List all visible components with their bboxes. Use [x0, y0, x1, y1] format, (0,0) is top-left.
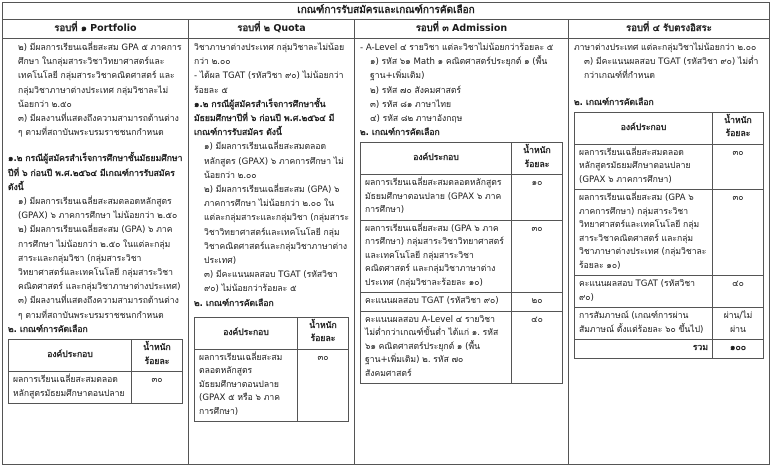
criteria-item: ผลการเรียนเฉลี่ยสะสมตลอดหลักสูตรมัธยมศึกษาตอนปลาย (GPAX ๖ ภาคการศึกษา): [575, 144, 713, 190]
total-value: ๑๐๐: [713, 340, 764, 359]
paragraph: ๒) มีผลการเรียนเฉลี่ยสะสม (GPA) ๖ ภาคการศึกษา ไม่น้อยกว่า ๒.๕๐ ในแต่ละกลุ่มสาระและกลุ่มวิชา (กลุ่มสาระวิชาวิทยาศาสตร์และเทคโนโลยี กลุ่มสาระวิชาคณิตศาสตร์ และกลุ่มวิชาภาษาต่างประเทศ): [18, 225, 181, 293]
paragraph: ๓) รหัส ๘๑ ภาษาไทย: [370, 99, 452, 110]
table-row: [9, 372, 183, 404]
criteria-item: ผลการเรียนเฉลี่ยสะสมตลอดหลักสูตรมัธยมศึกษาตอนปลาย: [9, 372, 132, 404]
criteria-weight: ๓๐: [713, 144, 764, 190]
table-header-weight: น้ำหนักร้อยละ: [132, 340, 183, 372]
criteria-weight: ๓๐: [132, 372, 183, 404]
criteria-weight: ๓๐: [512, 220, 563, 293]
criteria-weight: ๒๐: [512, 293, 563, 312]
criteria-item: คะแนนผลสอบ TGAT (รหัสวิชา ๙๐): [361, 293, 512, 312]
table-row: [361, 220, 563, 293]
total-label: รวม: [575, 340, 713, 359]
criteria-heading: ๒. เกณฑ์การคัดเลือก: [8, 324, 88, 335]
paragraph: ๒) รหัส ๗๐ สังคมศาสตร์: [370, 85, 462, 96]
criteria-item: ผลการเรียนเฉลี่ยสะสม (GPA ๖ ภาคการศึกษา) กลุ่มสาระวิชาวิทยาศาสตร์และเทคโนโลยี กลุ่มสาระวิชาคณิตศาสตร์ และกลุ่มวิชาภาษาต่างประเทศ (กลุ่มวิชาละร้อยละ ๑๐): [361, 220, 512, 293]
table-row: [361, 293, 563, 312]
column-header: รอบที่ ๒ Quota: [189, 20, 354, 39]
table-row: [575, 276, 764, 308]
table-row: [575, 144, 764, 190]
table-row: [361, 311, 563, 384]
paragraph: ๒) มีผลการเรียนเฉลี่ยสะสม GPA ๕ ภาคการศึกษา ในกลุ่มสาระวิชาวิทยาศาสตร์และเทคโนโลยี กลุ่มสาระวิชาคณิตศาสตร์ และกลุ่มวิชาภาษาต่างประเทศ กลุ่มวิชาละไม่น้อยกว่า ๒.๕๐: [18, 43, 182, 110]
criteria-weight: ๓๐: [298, 349, 349, 422]
paragraph: ๓) มีผลงานที่แสดงถึงความสามารถด้านต่าง ๆ ตามที่สถาบันพระบรมราชชนกกำหนด: [18, 114, 179, 139]
criteria-weight: ผ่าน/ไม่ผ่าน: [713, 308, 764, 340]
table-row: [361, 175, 563, 221]
sub-heading: ๑.๒ กรณีผู้สมัครสำเร็จการศึกษาชั้นมัธยมศึกษาปีที่ ๖ ก่อนปี พ.ศ.๒๕๖๔ มีเกณฑ์การรับสมัคร ดังนี้: [8, 154, 183, 193]
table-total-row: [575, 340, 764, 359]
criteria-table: [574, 112, 764, 359]
paragraph: ๑) มีผลการเรียนเฉลี่ยสะสมตลอดหลักสูตร (GPAX) ๖ ภาคการศึกษา ไม่น้อยกว่า ๒.๕๐: [18, 197, 178, 222]
paragraph: ๒) มีผลการเรียนเฉลี่ยสะสม (GPA) ๖ ภาคการศึกษา ไม่น้อยกว่า ๒.๐๐ ในแต่ละกลุ่มสาระและกลุ่มวิชา (กลุ่มสาระวิชาวิทยาศาสตร์และเทคโนโลยี กลุ่มวิชาคณิตศาสตร์และกลุ่มวิชาภาษาต่างประเทศ): [204, 185, 349, 267]
criteria-weight: ๔๐: [713, 276, 764, 308]
paragraph: - ได้ผล TGAT (รหัสวิชา ๙๐) ไม่น้อยกว่าร้อยละ ๕: [194, 71, 344, 96]
criteria-heading: ๒. เกณฑ์การคัดเลือก: [194, 298, 274, 309]
column-header: รอบที่ ๔ รับตรงอิสระ: [569, 20, 769, 39]
criteria-item: ผลการเรียนเฉลี่ยสะสม (GPA ๖ ภาคการศึกษา) กลุ่มสาระวิชาวิทยาศาสตร์และเทคโนโลยี กลุ่มสาระวิชาคณิตศาสตร์ และกลุ่มวิชาภาษาต่างประเทศ (กลุ่มวิชาละร้อยละ ๑๐): [575, 190, 713, 276]
column-round-4: [569, 20, 769, 464]
criteria-weight: ๑๐: [512, 175, 563, 221]
criteria-heading: ๒. เกณฑ์การคัดเลือก: [574, 97, 654, 108]
table-header-component: องค์ประกอบ: [195, 317, 298, 349]
document-title: เกณฑ์การรับสมัครและเกณฑ์การคัดเลือก: [3, 3, 769, 20]
table-row: [575, 190, 764, 276]
column-header: รอบที่ ๑ Portfolio: [3, 20, 188, 39]
table-row: [575, 308, 764, 340]
sub-heading: ๑.๒ กรณีผู้สมัครสำเร็จการศึกษาชั้นมัธยมศึกษาปีที่ ๖ ก่อนปี พ.ศ.๒๕๖๔ มีเกณฑ์การรับสมัคร ดังนี้: [194, 99, 335, 139]
paragraph: - A-Level ๔ รายวิชา แต่ละวิชาไม่น้อยกว่าร้อยละ ๕: [360, 43, 554, 53]
table-header-component: องค์ประกอบ: [361, 143, 512, 175]
table-header-weight: น้ำหนักร้อยละ: [512, 143, 563, 175]
table-header-component: องค์ประกอบ: [575, 112, 713, 144]
paragraph: ๓) มีผลงานที่แสดงถึงความสามารถด้านต่าง ๆ ตามที่สถาบันพระบรมราชชนกกำหนด: [18, 296, 179, 321]
column-header: รอบที่ ๓ Admission: [355, 20, 568, 39]
criteria-weight: ๓๐: [713, 190, 764, 276]
criteria-table: [8, 339, 183, 404]
table-header-weight: น้ำหนักร้อยละ: [298, 317, 349, 349]
paragraph: ๓) มีคะแนนผลสอบ TGAT (รหัสวิชา ๙๐) ไม่น้อยกว่าร้อยละ ๕: [204, 270, 338, 295]
paragraph: ๔) รหัส ๘๒ ภาษาอังกฤษ: [370, 114, 463, 125]
criteria-item: การสัมภาษณ์ (เกณฑ์การผ่านสัมภาษณ์ ตั้งแต่ร้อยละ ๖๐ ขึ้นไป): [575, 308, 713, 340]
paragraph: วิชาภาษาต่างประเทศ กลุ่มวิชาละไม่น้อยกว่า ๒.๐๐: [194, 43, 345, 68]
table-header-component: องค์ประกอบ: [9, 340, 132, 372]
criteria-item: ผลการเรียนเฉลี่ยสะสมตลอดหลักสูตรมัธยมศึกษาตอนปลาย (GPAX ๖ ภาคการศึกษา): [361, 175, 512, 221]
paragraph: ๓) มีคะแนนผลสอบ TGAT (รหัสวิชา ๙๐) ไม่ต่ำกว่าเกณฑ์ที่กำหนด: [584, 57, 759, 82]
paragraph: ๑) รหัส ๖๑ Math ๑ คณิตศาสตร์ประยุกต์ ๑ (พื้นฐาน+เพิ่มเติม): [370, 57, 548, 82]
table-header-weight: น้ำหนักร้อยละ: [713, 112, 764, 144]
table-row: [195, 349, 349, 422]
paragraph: ภาษาต่างประเทศ แต่ละกลุ่มวิชาไม่น้อยกว่า ๒.๐๐: [574, 43, 757, 53]
criteria-weight: ๔๐: [512, 311, 563, 384]
column-round-2: [189, 20, 355, 464]
criteria-item: คะแนนผลสอบ A-Level ๔ รายวิชา ไม่ต่ำกว่าเกณฑ์ขั้นต่ำ ได้แก่ ๑. รหัส ๖๑ คณิตศาสตร์ประยุกต์ ๑ (พื้นฐาน+เพิ่มเติม) ๒. รหัส ๗๐ สังคมศาสตร์: [361, 311, 512, 384]
criteria-document: [2, 2, 770, 465]
criteria-table: [360, 142, 563, 384]
column-round-3: [355, 20, 569, 464]
criteria-item: ผลการเรียนเฉลี่ยสะสมตลอดหลักสูตรมัธยมศึกษาตอนปลาย (GPAX ๕ หรือ ๖ ภาคการศึกษา): [195, 349, 298, 422]
paragraph: ๑) มีผลการเรียนเฉลี่ยสะสมตลอดหลักสูตร (GPAX) ๖ ภาคการศึกษา ไม่น้อยกว่า ๒.๐๐: [204, 142, 344, 181]
column-round-1: [3, 20, 189, 464]
criteria-table: [194, 317, 349, 423]
criteria-item: คะแนนผลสอบ TGAT (รหัสวิชา ๙๐): [575, 276, 713, 308]
criteria-heading: ๒. เกณฑ์การคัดเลือก: [360, 128, 440, 139]
